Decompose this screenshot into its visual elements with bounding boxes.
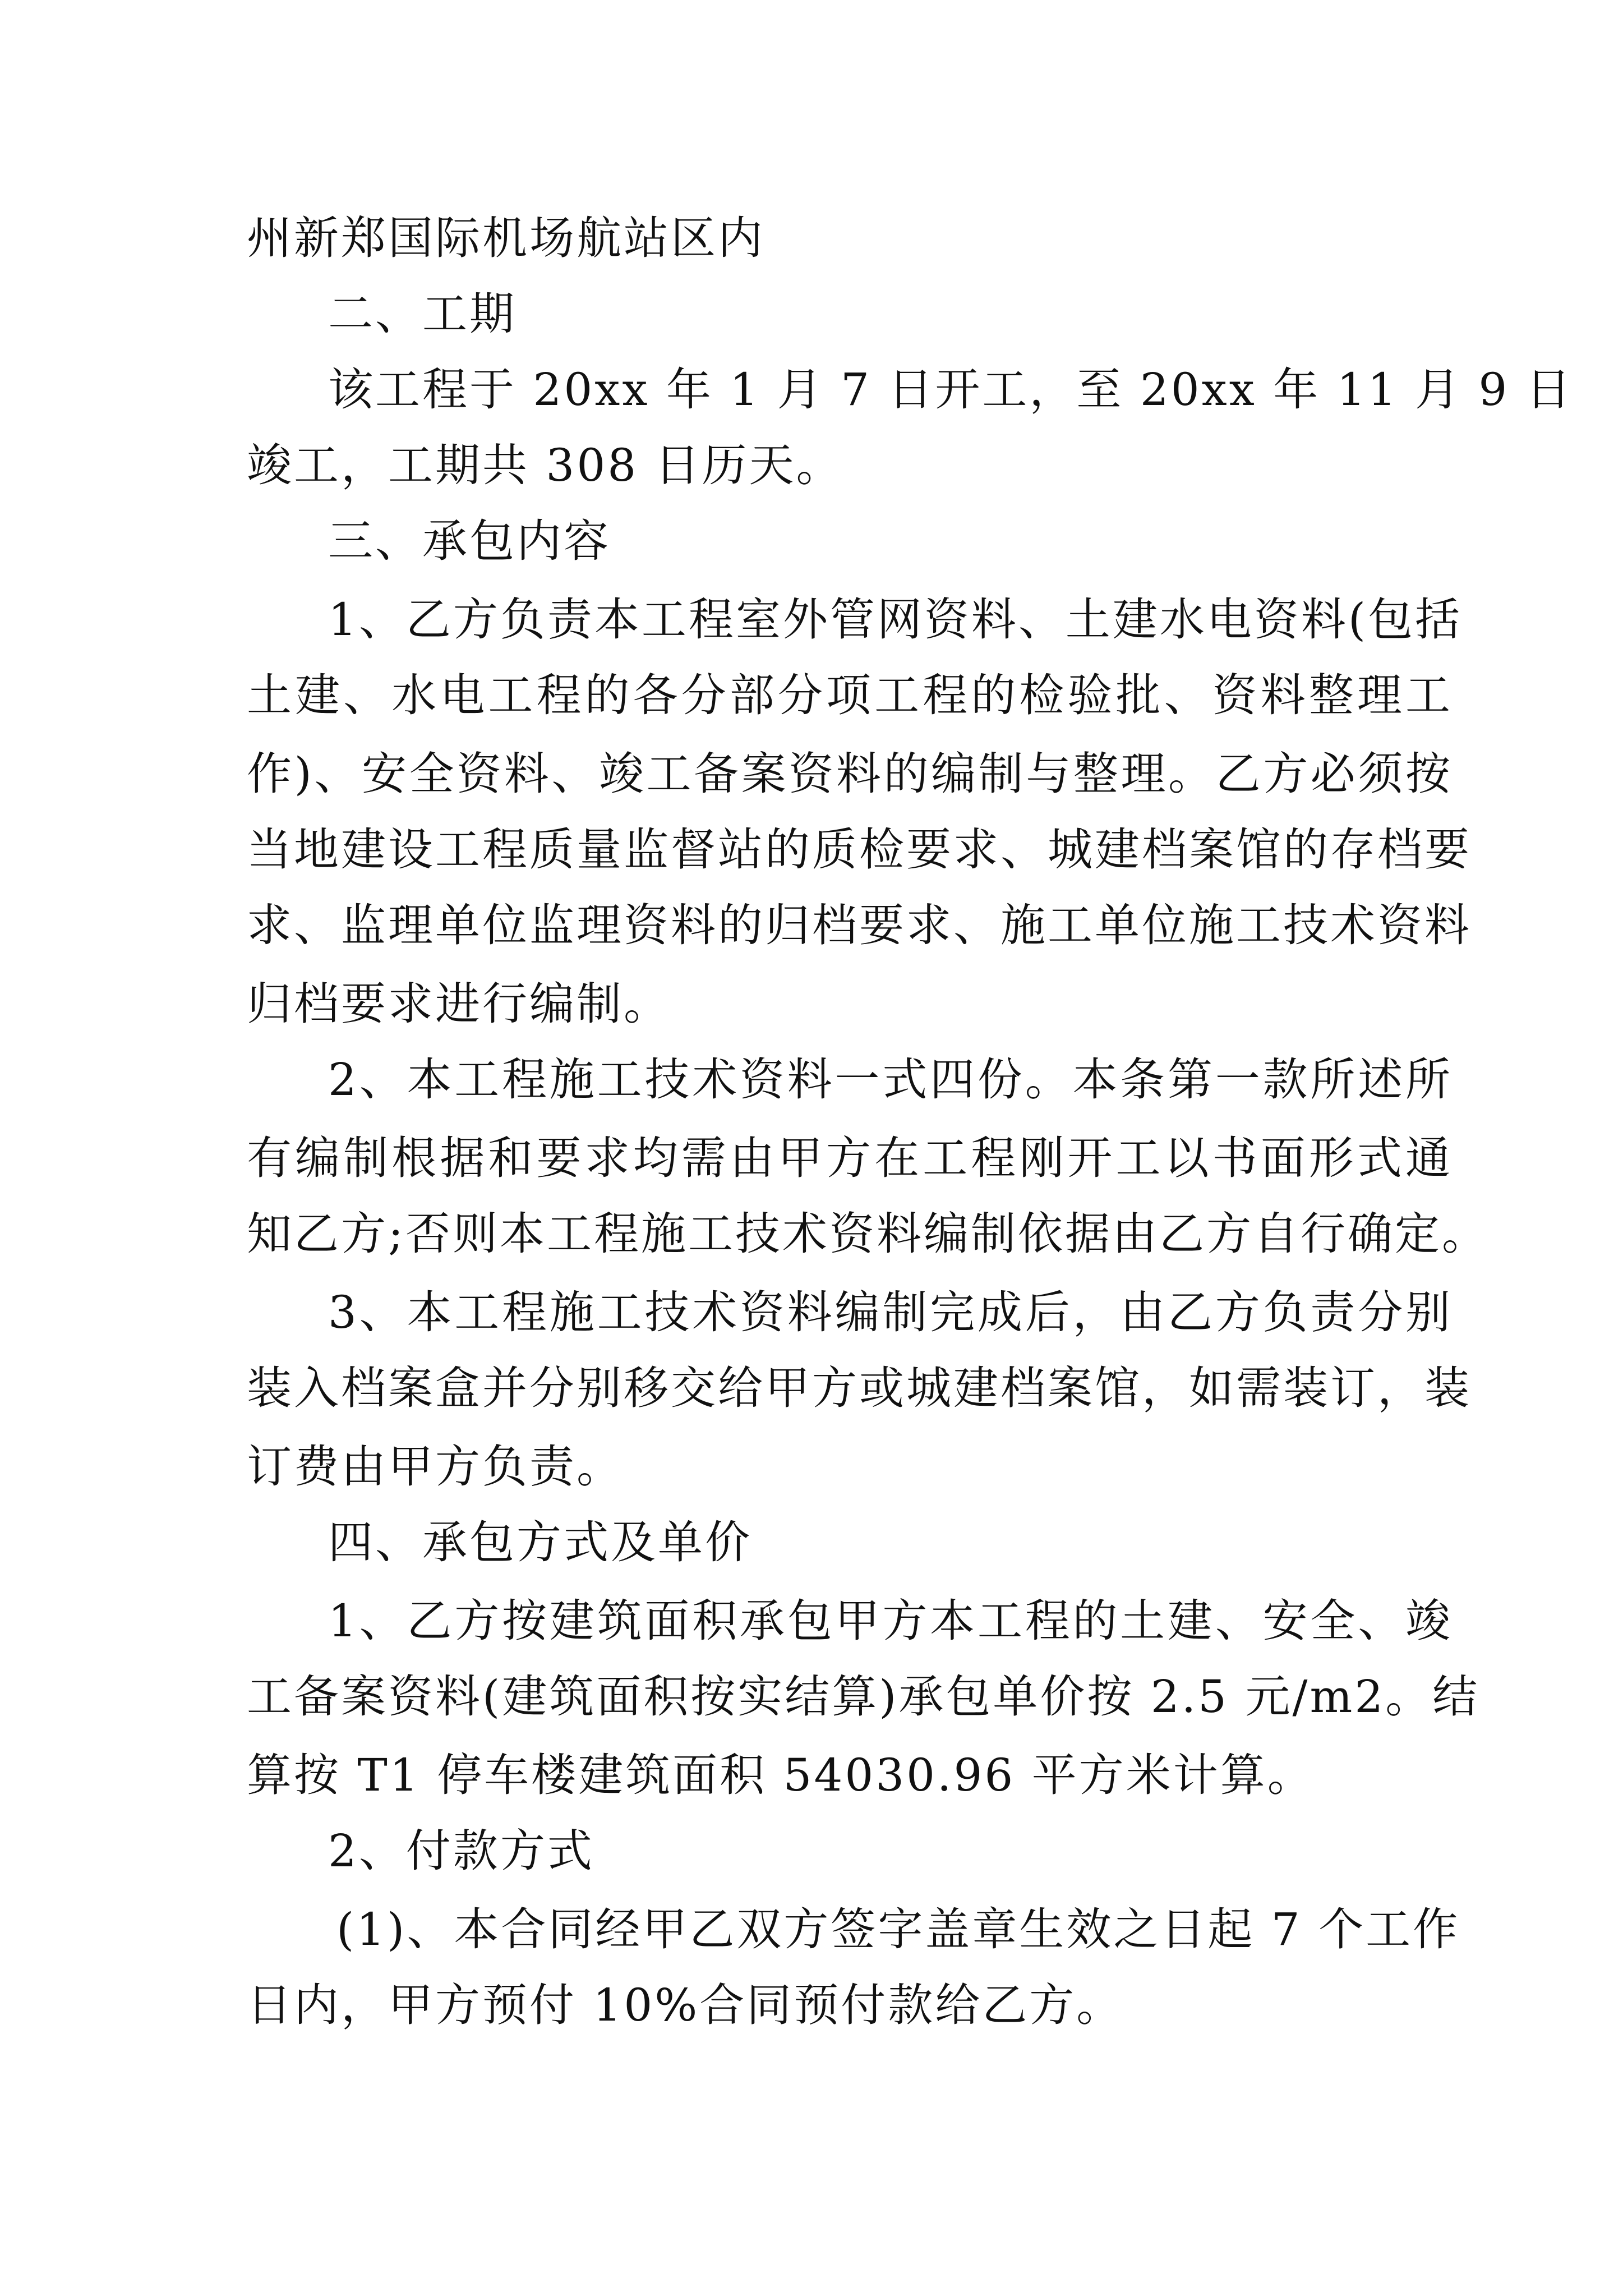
section-heading: 三、承包内容 [328,515,611,567]
text-line: 该工程于 20xx 年 1 月 7 日开工，至 20xx 年 11 月 9 日 [328,364,1573,416]
text-line: 订费由甲方负责。 [247,1441,624,1493]
text-line: 求、监理单位监理资料的归档要求、施工单位施工技术资料 [247,899,1472,951]
text-line: 算按 T1 停车楼建筑面积 54030.96 平方米计算。 [247,1749,1315,1801]
text-line: 州新郑国际机场航站区内 [247,212,765,264]
subsection-heading: 2、付款方式 [328,1825,594,1877]
text-line: 土建、水电工程的各分部分项工程的检验批、资料整理工 [247,669,1453,721]
text-line: 有编制根据和要求均需由甲方在工程刚开工以书面形式通 [247,1132,1453,1184]
text-line: 1、乙方负责本工程室外管网资料、土建水电资料(包括 [328,593,1463,646]
text-line: 日内，甲方预付 10%合同预付款给乙方。 [247,1979,1124,2031]
text-line: 3、本工程施工技术资料编制完成后，由乙方负责分别 [328,1286,1453,1338]
text-line: 1、乙方按建筑面积承包甲方本工程的土建、安全、竣 [328,1595,1453,1647]
text-line: 当地建设工程质量监督站的质检要求、城建档案馆的存档要 [247,823,1472,876]
section-heading: 二、工期 [328,288,517,340]
text-line: 知乙方;否则本工程施工技术资料编制依据由乙方自行确定。 [247,1208,1489,1260]
section-heading: 四、承包方式及单价 [328,1516,752,1568]
text-line: 工备案资料(建筑面积按实结算)承包单价按 2.5 元/m2。结 [247,1671,1480,1723]
text-line: 竣工，工期共 308 日历天。 [247,439,843,491]
text-line: 归档要求进行编制。 [247,978,671,1030]
text-line: 作)、安全资料、竣工备案资料的编制与整理。乙方必须按 [247,748,1453,800]
text-line: (1)、本合同经甲乙双方签字盖章生效之日起 7 个工作 [336,1903,1460,1955]
text-line: 2、本工程施工技术资料一式四份。本条第一款所述所 [328,1053,1453,1106]
text-line: 装入档案盒并分别移交给甲方或城建档案馆，如需装订，装 [247,1362,1472,1414]
